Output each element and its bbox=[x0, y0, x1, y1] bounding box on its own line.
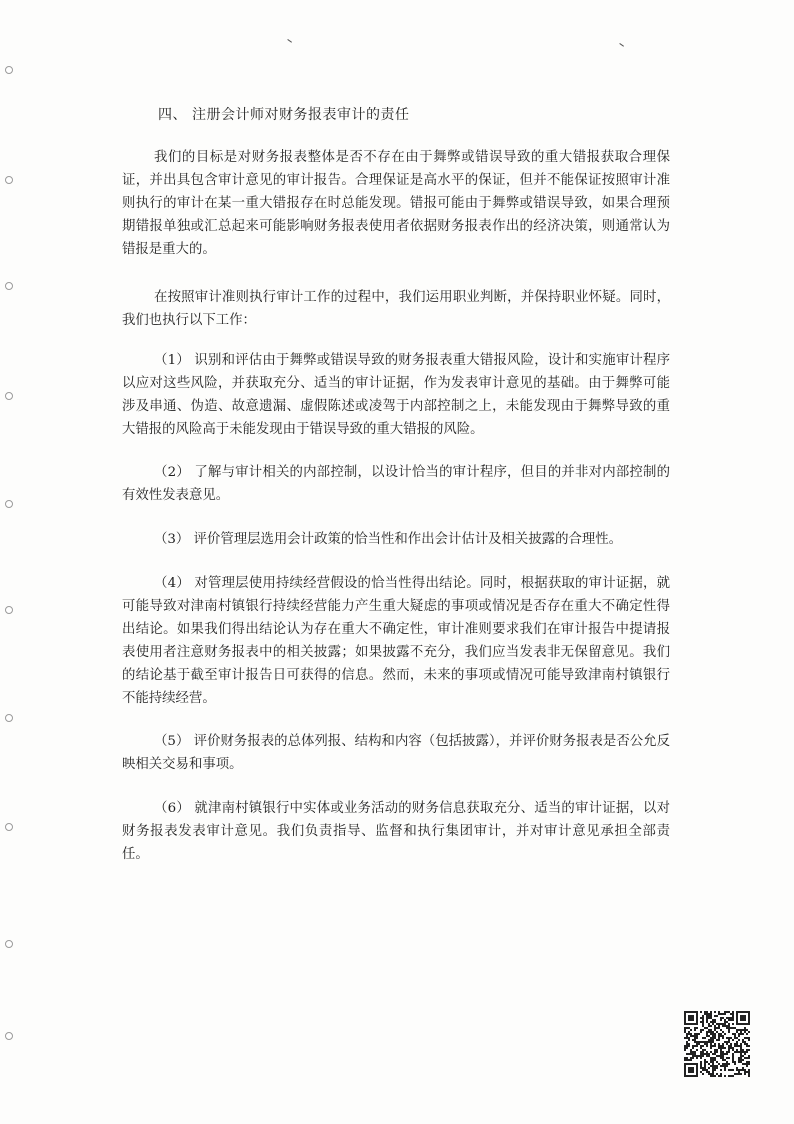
punch-hole bbox=[5, 714, 13, 722]
paragraph-procedures-intro: 在按照审计准则执行审计工作的过程中，我们运用职业判断，并保持职业怀疑。同时，我们也执行以下工作： bbox=[122, 290, 670, 328]
punch-hole bbox=[5, 823, 13, 831]
punch-hole bbox=[5, 500, 13, 508]
section-heading: 四、 注册会计师对财务报表审计的责任 bbox=[158, 107, 410, 123]
paragraph-item-1: （1） 识别和评估由于舞弊或错误导致的财务报表重大错报风险，设计和实施审计程序以应对这些风险，并获取充分、适当的审计证据，作为发表审计意见的基础。由于舞弊可能涉及串通、伪造、故意遗漏、虚假陈述或凌驾于内部控制之上，未能发现由于舞弊导致的重大错报的风险高于未能发现由于错误导致的重大错报的风险。 bbox=[122, 353, 670, 437]
punch-hole bbox=[5, 1032, 13, 1040]
paragraph-objective: 我们的目标是对财务报表整体是否不存在由于舞弊或错误导致的重大错报获取合理保证，并出具包含审计意见的审计报告。合理保证是高水平的保证，但并不能保证按照审计准则执行的审计在某一重大错报存在时总能发现。错报可能由于舞弊或错误导致，如果合理预期错报单独或汇总起来可能影响财务报表使用者依据财务报表作出的经济决策，则通常认为错报是重大的。 bbox=[122, 150, 670, 257]
punch-hole bbox=[5, 176, 13, 184]
paragraph-item-2: （2） 了解与审计相关的内部控制，以设计恰当的审计程序，但目的并非对内部控制的有效性发表意见。 bbox=[122, 465, 670, 503]
paragraph-item-6: （6） 就津南村镇银行中实体或业务活动的财务信息获取充分、适当的审计证据，以对财务报表发表审计意见。我们负责指导、监督和执行集团审计，并对审计意见承担全部责任。 bbox=[122, 801, 670, 862]
punch-hole bbox=[5, 392, 13, 400]
scan-mark bbox=[285, 39, 292, 46]
punch-hole bbox=[5, 282, 13, 290]
punch-hole bbox=[5, 940, 13, 948]
punch-hole bbox=[5, 66, 13, 74]
paragraph-item-4: （4） 对管理层使用持续经营假设的恰当性得出结论。同时，根据获取的审计证据，就可能导致对津南村镇银行持续经营能力产生重大疑虑的事项或情况是否存在重大不确定性得出结论。如果我们得出结论认为存在重大不确定性，审计准则要求我们在审计报告中提请报表使用者注意财务报表中的相关披露；如果披露不充分，我们应当发表非无保留意见。我们的结论基于截至审计报告日可获得的信息。然而，未来的事项或情况可能导致津南村镇银行不能持续经营。 bbox=[122, 576, 670, 706]
scan-mark bbox=[617, 43, 624, 50]
paragraph-item-5: （5） 评价财务报表的总体列报、结构和内容（包括披露），并评价财务报表是否公允反映相关交易和事项。 bbox=[122, 734, 670, 772]
punch-hole bbox=[5, 606, 13, 614]
paragraph-item-3: （3） 评价管理层选用会计政策的恰当性和作出会计估计及相关披露的合理性。 bbox=[154, 532, 623, 547]
qr-code bbox=[684, 1011, 750, 1077]
